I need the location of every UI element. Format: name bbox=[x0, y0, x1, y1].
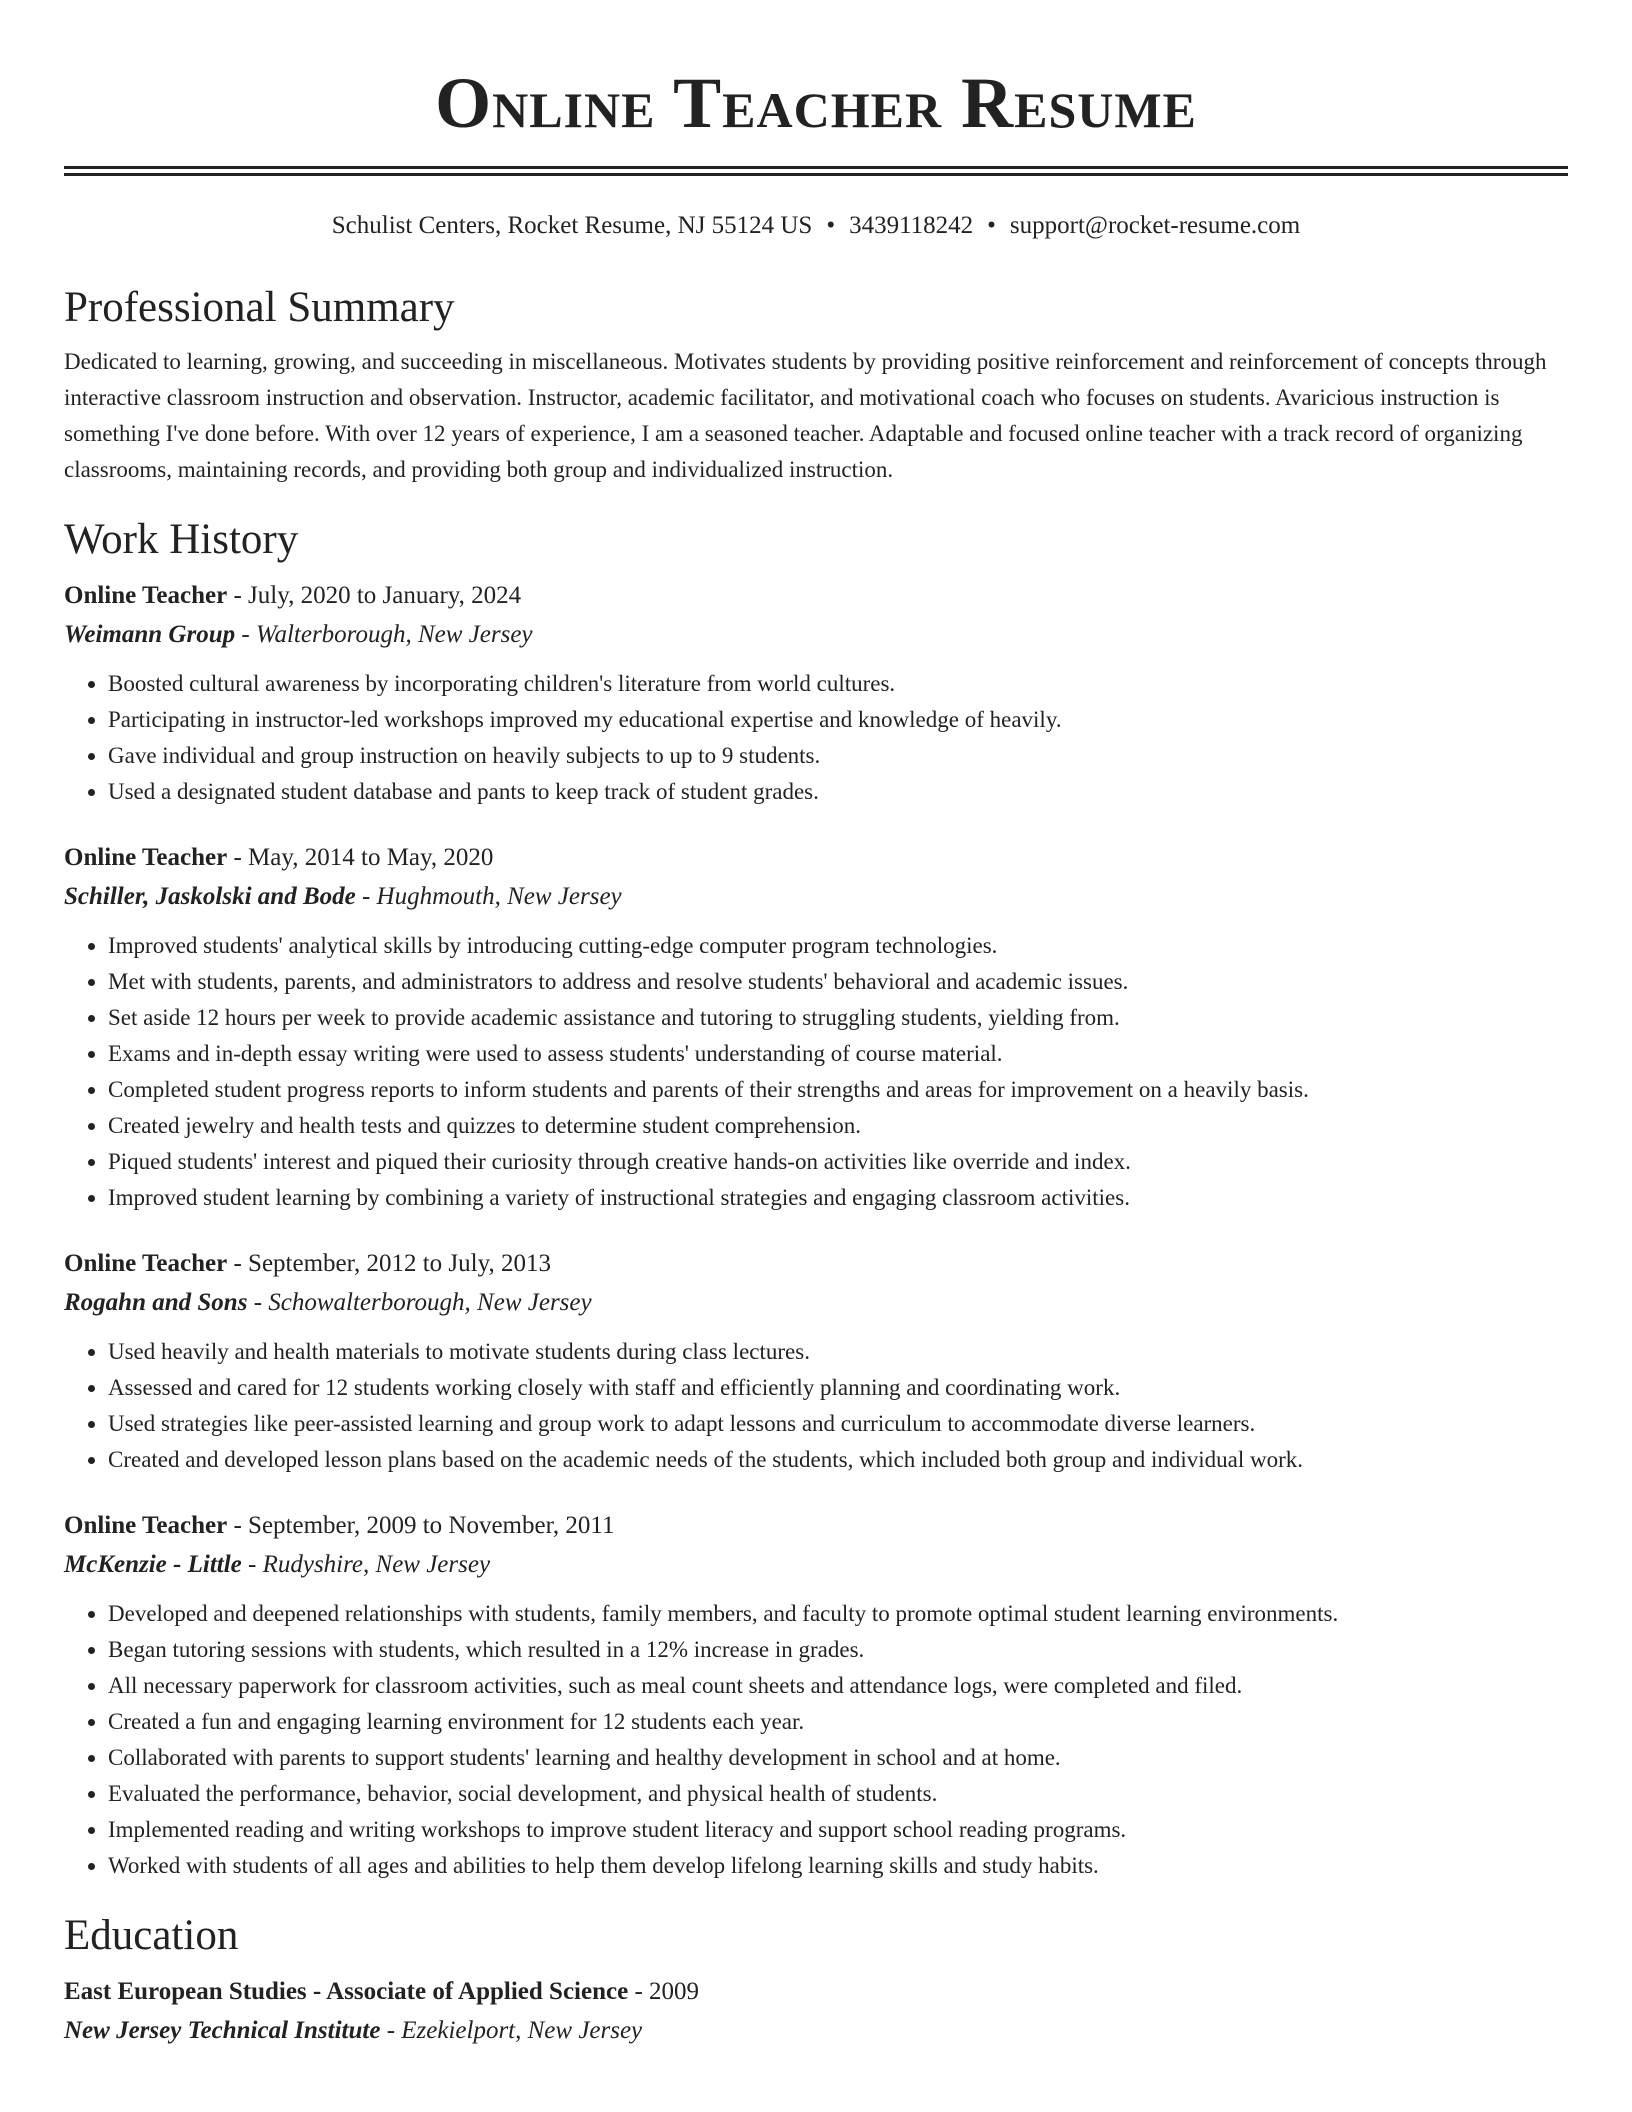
job-dates: - September, 2012 to July, 2013 bbox=[227, 1250, 551, 1277]
contact-address: Schulist Centers, Rocket Resume, NJ 55124 US bbox=[331, 212, 813, 239]
job-bullet: • Met with students, parents, and administrators to address and resolve students' behavioral and academic issues. bbox=[108, 964, 1568, 1000]
education-header bbox=[64, 1972, 1568, 2011]
job-bullet: • Used heavily and health materials to motivate students during class lectures. bbox=[108, 1334, 1568, 1370]
summary-text: Dedicated to learning, growing, and succeeding in miscellaneous. Motivates students by providing positive reinforcement and reinforcement of concepts through interactive classroom instruction and observation. Instructor, academic facilitator, and motivational coach who focuses on students. Avaricious instruction is something I've done before. With over 12 years of experience, I am a seasoned teacher. Adaptable and focused online teacher with a track record of organizing classrooms, maintaining records, and providing both group and individualized instruction. bbox=[64, 349, 1547, 482]
contact-separator: • bbox=[826, 212, 836, 239]
education-heading: Education bbox=[64, 1912, 239, 1959]
job-bullet: • Improved student learning by combining a variety of instructional strategies and engaging classroom activities. bbox=[108, 1180, 1568, 1216]
job-entry bbox=[64, 1506, 1568, 1884]
job-bullet: • All necessary paperwork for classroom activities, such as meal count sheets and attendance logs, were completed and filed. bbox=[108, 1668, 1568, 1704]
job-bullet: • Developed and deepened relationships with students, family members, and faculty to promote optimal student learning environments. bbox=[108, 1596, 1568, 1632]
job-dates: - September, 2009 to November, 2011 bbox=[227, 1512, 615, 1539]
job-company: Schiller, Jaskolski and Bode bbox=[64, 883, 356, 910]
job-header bbox=[64, 576, 1568, 615]
job-bullet: • Participating in instructor-led workshops improved my educational expertise and knowledge of heavily. bbox=[108, 702, 1568, 738]
job-title: Online Teacher bbox=[64, 582, 228, 609]
job-bullet: • Created and developed lesson plans based on the academic needs of the students, which included both group and individual work. bbox=[108, 1442, 1568, 1478]
job-location: - Walterborough, New Jersey bbox=[235, 621, 533, 648]
resume-content bbox=[64, 0, 1568, 2050]
job-title: Online Teacher bbox=[64, 1512, 228, 1539]
job-header bbox=[64, 1506, 1568, 1545]
job-dates: - July, 2020 to January, 2024 bbox=[227, 582, 522, 609]
job-bullets bbox=[64, 666, 1568, 810]
education-year: - 2009 bbox=[628, 1978, 700, 2005]
job-header bbox=[64, 838, 1568, 877]
job-bullets bbox=[64, 1596, 1568, 1884]
job-bullet: • Implemented reading and writing workshops to improve student literacy and support school reading programs. bbox=[108, 1812, 1568, 1848]
job-title: Online Teacher bbox=[64, 844, 228, 871]
job-employer bbox=[64, 1545, 1568, 1584]
job-header bbox=[64, 1244, 1568, 1283]
job-bullet: • Began tutoring sessions with students, which resulted in a 12% increase in grades. bbox=[108, 1632, 1568, 1668]
job-entry bbox=[64, 576, 1568, 810]
education-degree: East European Studies - Associate of Applied Science bbox=[64, 1978, 629, 2005]
job-location: - Schowalterborough, New Jersey bbox=[247, 1289, 592, 1316]
job-bullet: • Improved students' analytical skills by introducing cutting-edge computer program technologies. bbox=[108, 928, 1568, 964]
job-entry bbox=[64, 838, 1568, 1216]
job-bullets bbox=[64, 1334, 1568, 1478]
job-bullet: • Created a fun and engaging learning environment for 12 students each year. bbox=[108, 1704, 1568, 1740]
contact-separator: • bbox=[987, 212, 996, 239]
job-bullet: • Boosted cultural awareness by incorporating children's literature from world cultures. bbox=[108, 666, 1568, 702]
contact-email: support@rocket-resume.com bbox=[1009, 212, 1301, 239]
education-entry bbox=[64, 1972, 1568, 2050]
job-bullet: • Set aside 12 hours per week to provide academic assistance and tutoring to struggling students, yielding from. bbox=[108, 1000, 1568, 1036]
job-bullet: • Assessed and cared for 12 students working closely with staff and efficiently planning and coordinating work. bbox=[108, 1370, 1568, 1406]
job-company: McKenzie - Little bbox=[64, 1551, 242, 1578]
work-history-heading: Work History bbox=[64, 516, 299, 563]
job-bullet: • Gave individual and group instruction on heavily subjects to up to 9 students. bbox=[108, 738, 1568, 774]
job-employer bbox=[64, 1283, 1568, 1322]
contact-line bbox=[64, 210, 1568, 242]
job-company: Rogahn and Sons bbox=[64, 1289, 248, 1316]
job-title: Online Teacher bbox=[64, 1250, 228, 1277]
job-bullets bbox=[64, 928, 1568, 1216]
job-bullet: • Used strategies like peer-assisted learning and group work to adapt lessons and curriculum to accommodate diverse learners. bbox=[108, 1406, 1568, 1442]
contact-phone: 3439118242 bbox=[849, 212, 974, 239]
job-bullet: • Used a designated student database and pants to keep track of student grades. bbox=[108, 774, 1568, 810]
summary-heading: Professional Summary bbox=[64, 284, 455, 331]
job-location: - Rudyshire, New Jersey bbox=[241, 1551, 491, 1578]
job-location: - Hughmouth, New Jersey bbox=[355, 883, 622, 910]
title-double-rule bbox=[64, 166, 1568, 176]
job-bullet: • Completed student progress reports to inform students and parents of their strengths and areas for improvement on a heavily basis. bbox=[108, 1072, 1568, 1108]
job-bullet: • Worked with students of all ages and abilities to help them develop lifelong learning skills and study habits. bbox=[108, 1848, 1568, 1884]
job-bullet: • Evaluated the performance, behavior, social development, and physical health of students. bbox=[108, 1776, 1568, 1812]
job-employer bbox=[64, 615, 1568, 654]
job-bullet: • Collaborated with parents to support students' learning and healthy development in school and at home. bbox=[108, 1740, 1568, 1776]
job-employer bbox=[64, 877, 1568, 916]
education-location: - Ezekielport, New Jersey bbox=[380, 2017, 643, 2044]
job-entry bbox=[64, 1244, 1568, 1478]
education-school: New Jersey Technical Institute bbox=[64, 2017, 381, 2044]
page-title: Online Teacher Resume bbox=[435, 63, 1197, 143]
job-dates: - May, 2014 to May, 2020 bbox=[227, 844, 494, 871]
education-school-line bbox=[64, 2011, 1568, 2050]
job-bullet: • Created jewelry and health tests and quizzes to determine student comprehension. bbox=[108, 1108, 1568, 1144]
job-bullet: • Exams and in-depth essay writing were used to assess students' understanding of course material. bbox=[108, 1036, 1568, 1072]
job-bullet: • Piqued students' interest and piqued their curiosity through creative hands-on activities like override and index. bbox=[108, 1144, 1568, 1180]
job-company: Weimann Group bbox=[64, 621, 236, 648]
